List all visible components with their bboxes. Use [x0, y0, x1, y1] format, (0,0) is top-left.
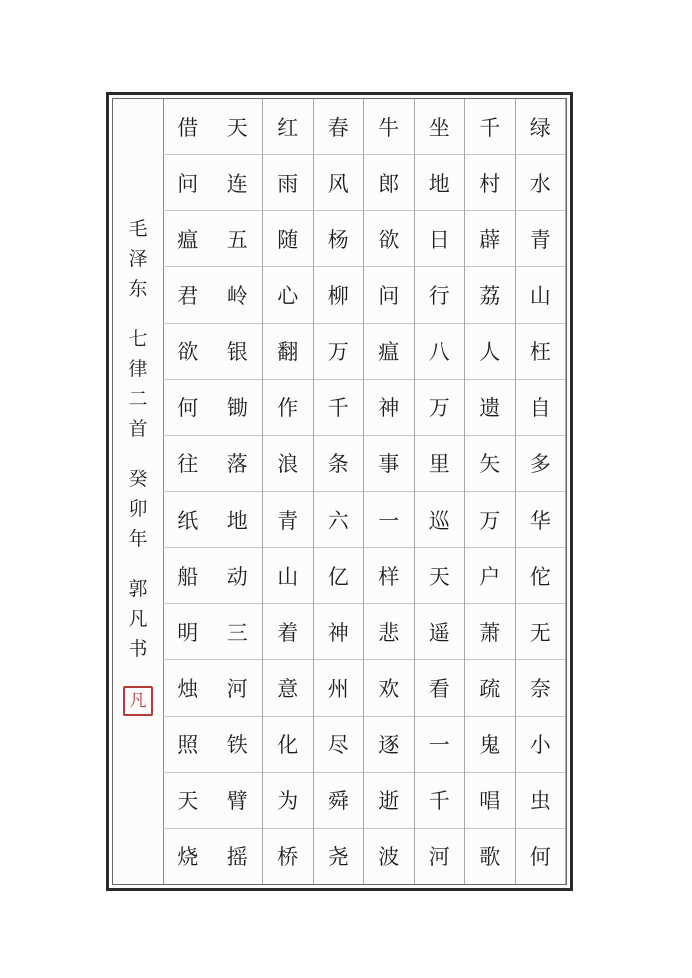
signature-character: 毛: [128, 218, 148, 240]
poem-character: 绿: [516, 99, 566, 155]
signature-character: 七: [128, 328, 148, 350]
poem-character: 村: [465, 155, 515, 211]
poem-character: 里: [415, 436, 465, 492]
poem-character: 神: [314, 604, 364, 660]
poem-character: 山: [516, 267, 566, 323]
poem-character: 逝: [364, 773, 414, 829]
poem-character: 虫: [516, 773, 566, 829]
poem-character: 雨: [263, 155, 313, 211]
poem-character: 地: [415, 155, 465, 211]
signature-character: 凡: [128, 608, 148, 630]
poem-character: 风: [314, 155, 364, 211]
poem-character: 瘟: [364, 324, 414, 380]
poem-character: 红: [263, 99, 313, 155]
poem-character: 萧: [465, 604, 515, 660]
signature-year: [128, 464, 147, 554]
poem-character: 尽: [314, 717, 364, 773]
signature-character: 书: [128, 638, 148, 660]
poem-character: 巡: [415, 492, 465, 548]
poem-character: 牛: [364, 99, 414, 155]
poem-character: 青: [516, 211, 566, 267]
poem-column: [364, 99, 415, 884]
poem-character: 岭: [213, 267, 263, 323]
poem-character: 州: [314, 660, 364, 716]
poem-character: 杨: [314, 211, 364, 267]
poem-character: 自: [516, 380, 566, 436]
poem-character: 万: [314, 324, 364, 380]
poem-character: 作: [263, 380, 313, 436]
poem-character: 人: [465, 324, 515, 380]
poem-character: 桥: [277, 845, 299, 870]
poem-character: 三: [213, 604, 263, 660]
poem-character: 烛: [163, 660, 213, 716]
poem-character: 何: [163, 380, 213, 436]
poem-character: 着: [263, 604, 313, 660]
poem-character: 千: [415, 773, 465, 829]
poem-character: 烧: [177, 845, 199, 870]
poem-column: [415, 99, 466, 884]
poem-character: 山: [263, 548, 313, 604]
signature-character: 癸: [128, 468, 148, 490]
poem-character: 明: [163, 604, 213, 660]
poem-character: 日: [415, 211, 465, 267]
poem-character: 君: [163, 267, 213, 323]
poem-character: 船: [163, 548, 213, 604]
poem-character: 枉: [516, 324, 566, 380]
poem-character: 逐: [364, 717, 414, 773]
signature-character: 郭: [128, 578, 148, 600]
poem-character: 矢: [465, 436, 515, 492]
poem-character: 荔: [465, 267, 515, 323]
poem-character: 心: [263, 267, 313, 323]
poem-character: 一: [364, 492, 414, 548]
poem-character: 疏: [465, 660, 515, 716]
poem-character: 水: [516, 155, 566, 211]
poem-character: 河: [428, 845, 450, 870]
signature-character: 东: [128, 278, 148, 300]
poem-character: 亿: [314, 548, 364, 604]
poem-character: 青: [263, 492, 313, 548]
poem-character: 佗: [516, 548, 566, 604]
poem-character: 户: [465, 548, 515, 604]
poem-character: 行: [415, 267, 465, 323]
poem-character: 唱: [465, 773, 515, 829]
poem-character: 多: [516, 436, 566, 492]
poem-grid: [163, 99, 566, 884]
signature-character: 首: [128, 418, 148, 440]
poem-character: 欲: [364, 211, 414, 267]
poem-character: 化: [263, 717, 313, 773]
poem-character: 万: [465, 492, 515, 548]
poem-column: [465, 99, 516, 884]
poem-character: 天: [213, 99, 263, 155]
signature-calligrapher: [128, 574, 147, 664]
poem-character: 薜: [465, 211, 515, 267]
poem-character: 往: [163, 436, 213, 492]
poem-character: 小: [516, 717, 566, 773]
poem-character: 舜: [314, 773, 364, 829]
signature-poem-title: [128, 324, 147, 444]
signature-character: 泽: [128, 248, 148, 270]
poem-character: 连: [213, 155, 263, 211]
poem-character: 河: [213, 660, 263, 716]
poem-character: 欲: [163, 324, 213, 380]
poem-character: 照: [163, 717, 213, 773]
poem-character: 问: [163, 155, 213, 211]
poem-character: 翻: [263, 324, 313, 380]
poem-character: 五: [213, 211, 263, 267]
signature-character: 年: [128, 528, 148, 550]
poem-character: 臂: [213, 773, 263, 829]
poem-character: 八: [415, 324, 465, 380]
poem-character: 浪: [263, 436, 313, 492]
poem-character: 遥: [415, 604, 465, 660]
poem-character: 天: [415, 548, 465, 604]
poem-character: 春: [314, 99, 364, 155]
poem-character: 事: [364, 436, 414, 492]
poem-character: 条: [314, 436, 364, 492]
poem-character: 何: [529, 845, 551, 870]
signature-column: [113, 99, 164, 884]
signature-author: [128, 214, 147, 304]
signature-character: 二: [128, 388, 148, 410]
poem-column: [314, 99, 365, 884]
poem-column: [213, 99, 264, 884]
sheet-inner-border: [112, 98, 567, 885]
poem-character: 神: [364, 380, 414, 436]
poem-character: 柳: [314, 267, 364, 323]
seal-stamp: 凡: [123, 686, 153, 716]
poem-character: 六: [314, 492, 364, 548]
poem-column: [516, 99, 567, 884]
poem-character: 波: [378, 845, 400, 870]
poem-character: 欢: [364, 660, 414, 716]
poem-character: 为: [263, 773, 313, 829]
poem-character: 郎: [364, 155, 414, 211]
poem-character: 意: [263, 660, 313, 716]
poem-character: 样: [364, 548, 414, 604]
poem-character: 无: [516, 604, 566, 660]
poem-character: 纸: [163, 492, 213, 548]
poem-character: 华: [516, 492, 566, 548]
poem-character: 借: [163, 99, 213, 155]
poem-character: 铁: [213, 717, 263, 773]
poem-character: 悲: [364, 604, 414, 660]
poem-character: 看: [415, 660, 465, 716]
poem-character: 万: [415, 380, 465, 436]
poem-character: 摇: [226, 845, 248, 870]
poem-character: 银: [213, 324, 263, 380]
poem-column: [263, 99, 314, 884]
signature-character: 律: [128, 358, 148, 380]
poem-character: 千: [465, 99, 515, 155]
poem-column: [163, 99, 213, 884]
poem-character: 天: [163, 773, 213, 829]
poem-character: 一: [415, 717, 465, 773]
poem-character: 瘟: [163, 211, 213, 267]
poem-character: 动: [213, 548, 263, 604]
poem-character: 坐: [415, 99, 465, 155]
poem-character: 鬼: [465, 717, 515, 773]
poem-character: 问: [364, 267, 414, 323]
poem-character: 随: [263, 211, 313, 267]
poem-character: 锄: [213, 380, 263, 436]
signature-character: 卯: [128, 498, 148, 520]
signature-block: [118, 214, 158, 716]
poem-character: 地: [213, 492, 263, 548]
poem-character: 奈: [516, 660, 566, 716]
poem-character: 遗: [465, 380, 515, 436]
poem-character: 歌: [479, 845, 501, 870]
poem-character: 尧: [327, 845, 349, 870]
calligraphy-sheet: [106, 92, 573, 891]
poem-character: 落: [213, 436, 263, 492]
poem-character: 千: [314, 380, 364, 436]
